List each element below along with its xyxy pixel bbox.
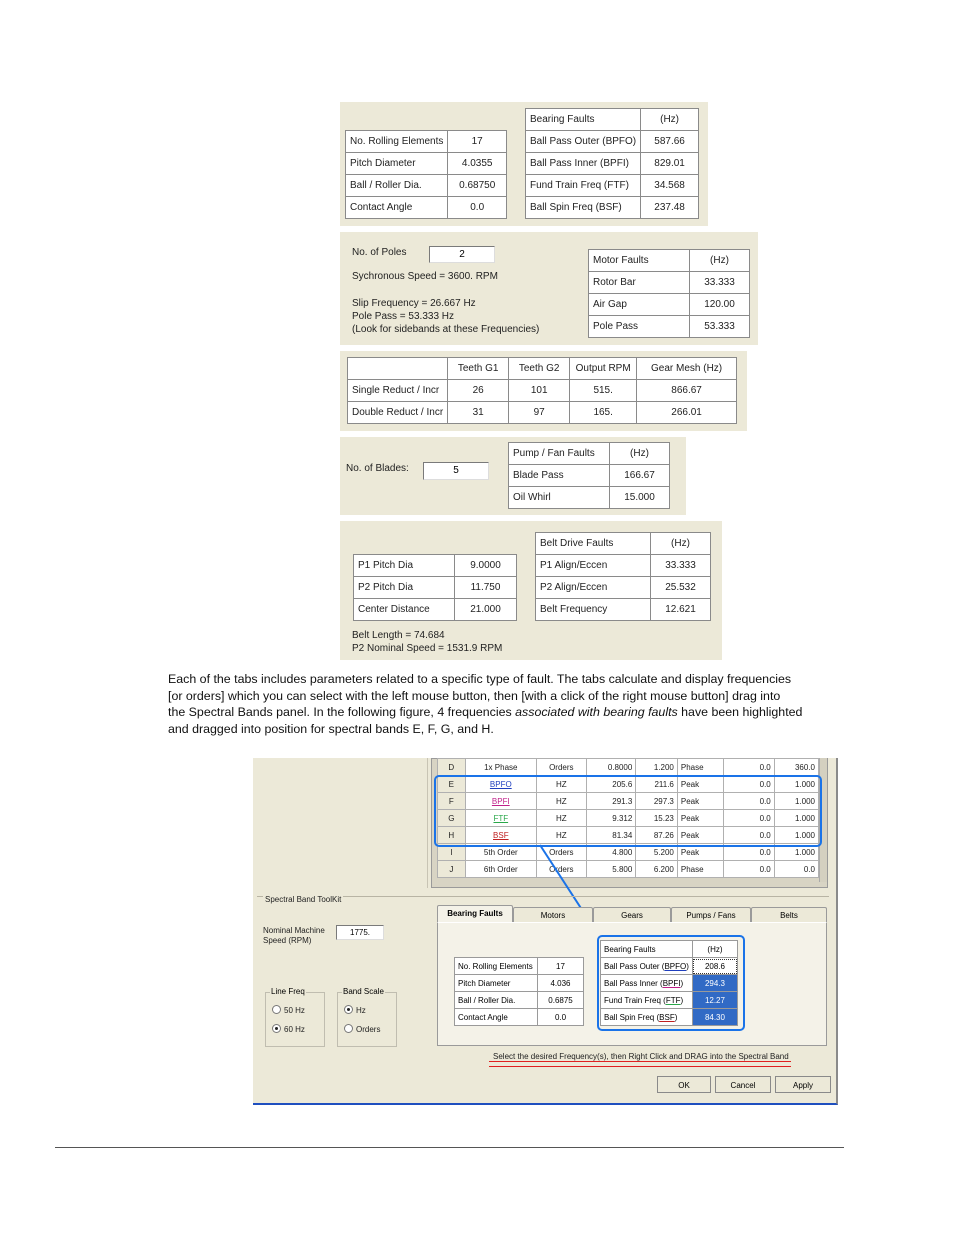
- fault-label-prefix: Ball Pass Inner (: [604, 978, 663, 988]
- band-cell[interactable]: 0.8000: [586, 759, 636, 776]
- gear-row-label: Double Reduct / Incr: [348, 402, 448, 424]
- table-header-row: [526, 109, 699, 131]
- fault-label: P1 Align/Eccen: [536, 555, 651, 577]
- bearing-params-table: [345, 130, 507, 219]
- band-cell[interactable]: Phase: [677, 759, 723, 776]
- slip-frequency-text: Slip Frequency = 26.667 Hz: [352, 298, 476, 309]
- table-row: [346, 153, 507, 175]
- band-cell[interactable]: HZ: [536, 793, 586, 810]
- param-value[interactable]: 4.0355: [448, 153, 507, 175]
- param-value[interactable]: 4.036: [538, 975, 584, 992]
- ok-button[interactable]: OK: [657, 1076, 711, 1093]
- band-cell[interactable]: 5th Order: [465, 844, 536, 861]
- table-row: [354, 555, 517, 577]
- table-row[interactable]: [589, 272, 750, 294]
- param-value[interactable]: 17: [448, 131, 507, 153]
- nominal-speed-label: Speed (RPM): [263, 936, 312, 945]
- param-label: Center Distance: [354, 599, 455, 621]
- instruction-underline: [489, 1061, 791, 1062]
- fault-value[interactable]: 15.000: [610, 487, 670, 509]
- param-label: Ball / Roller Dia.: [346, 175, 448, 197]
- fault-value[interactable]: 34.568: [641, 175, 699, 197]
- unit-header: (Hz): [651, 533, 711, 555]
- gear-header: Output RPM: [570, 358, 637, 380]
- band-id: G: [438, 810, 466, 827]
- band-cell[interactable]: Orders: [536, 759, 586, 776]
- fault-label: Belt Frequency: [536, 599, 651, 621]
- unit-header: (Hz): [610, 443, 670, 465]
- table-row[interactable]: [526, 131, 699, 153]
- radio-label: Orders: [356, 1025, 381, 1034]
- band-cell[interactable]: 5.800: [586, 861, 636, 878]
- fault-label: Pole Pass: [589, 316, 690, 338]
- table-row: [455, 958, 584, 975]
- table-row[interactable]: [589, 294, 750, 316]
- pump-faults-table: [508, 442, 670, 509]
- band-cell[interactable]: 1.000: [774, 810, 818, 827]
- gear-cell[interactable]: 266.01: [637, 402, 737, 424]
- band-cell[interactable]: 0.0: [724, 759, 774, 776]
- paragraph-line: and dragged into position for spectral bands E, F, G, and H.: [168, 721, 494, 736]
- gear-faults-panel: [340, 351, 747, 431]
- band-cell[interactable]: 6th Order: [465, 861, 536, 878]
- unit-header: (Hz): [692, 941, 737, 958]
- param-value[interactable]: 0.6875: [538, 992, 584, 1009]
- faults-header: Pump / Fan Faults: [509, 443, 610, 465]
- fault-label: Rotor Bar: [589, 272, 690, 294]
- pole-pass-text: Pole Pass = 53.333 Hz: [352, 311, 455, 322]
- highlight-faults-box: [597, 935, 745, 1031]
- apply-button[interactable]: Apply: [775, 1076, 831, 1093]
- unit-header: (Hz): [690, 250, 750, 272]
- poles-label: No. of Poles: [352, 247, 407, 258]
- band-id: D: [438, 759, 466, 776]
- table-row[interactable]: [509, 465, 670, 487]
- faults-header: Motor Faults: [589, 250, 690, 272]
- band-cell[interactable]: Orders: [536, 861, 586, 878]
- fault-abbr: BPFI: [662, 978, 681, 988]
- param-value[interactable]: 17: [538, 958, 584, 975]
- param-value[interactable]: 11.750: [455, 577, 517, 599]
- fault-value[interactable]: 166.67: [610, 465, 670, 487]
- table-row[interactable]: [536, 599, 711, 621]
- param-value[interactable]: 21.000: [455, 599, 517, 621]
- table-header-row: [589, 250, 750, 272]
- fault-label: Ball Pass Outer (BPFO): [526, 131, 641, 153]
- bearing-faults-panel: [340, 102, 708, 226]
- band-cell[interactable]: 1.000: [774, 827, 818, 844]
- band-cell[interactable]: 15.23: [636, 810, 678, 827]
- paragraph-line: [or orders] which you can select with the left mouse button, then [with a click of the right mouse button] drag into: [168, 688, 781, 703]
- paragraph-text: have been highlighted: [677, 705, 803, 719]
- band-cell[interactable]: 1.200: [636, 759, 678, 776]
- param-value[interactable]: 0.68750: [448, 175, 507, 197]
- radio-label: 50 Hz: [284, 1006, 305, 1015]
- band-cell[interactable]: 87.26: [636, 827, 678, 844]
- fault-value[interactable]: 237.48: [641, 197, 699, 219]
- table-row[interactable]: [526, 153, 699, 175]
- gear-header: Teeth G1: [448, 358, 509, 380]
- band-cell[interactable]: Peak: [677, 844, 723, 861]
- band-cell[interactable]: 360.0: [774, 759, 818, 776]
- band-cell[interactable]: 0.0: [724, 861, 774, 878]
- fault-label-prefix: Ball Pass Outer (: [604, 961, 665, 971]
- fault-label-suffix: ): [680, 978, 684, 988]
- band-cell[interactable]: BPFI: [465, 793, 536, 810]
- gear-cell: 165.: [570, 402, 637, 424]
- radio-label: 60 Hz: [284, 1025, 305, 1034]
- table-row: [346, 197, 507, 219]
- param-label: Contact Angle: [346, 197, 448, 219]
- belt-length-text: Belt Length = 74.684: [352, 630, 445, 641]
- faults-header: Belt Drive Faults: [536, 533, 651, 555]
- band-scale-title: Band Scale: [343, 987, 384, 996]
- fault-value[interactable]: 12.621: [651, 599, 711, 621]
- fault-value[interactable]: 294.3: [692, 975, 737, 992]
- fault-label: Oil Whirl: [509, 487, 610, 509]
- table-row: [346, 131, 507, 153]
- tab-gears[interactable]: Gears: [593, 907, 671, 923]
- param-label: P2 Pitch Dia: [354, 577, 455, 599]
- table-row: [455, 992, 584, 1009]
- band-cell[interactable]: 5.200: [636, 844, 678, 861]
- fault-abbr: BSF: [659, 1012, 675, 1022]
- param-value[interactable]: 9.0000: [455, 555, 517, 577]
- band-scale-group: [337, 987, 397, 1047]
- p2-speed-text: P2 Nominal Speed = 1531.9 RPM: [352, 643, 503, 654]
- band-cell[interactable]: BSF: [465, 827, 536, 844]
- table-row[interactable]: [536, 555, 711, 577]
- band-cell[interactable]: 0.0: [774, 861, 818, 878]
- radio-selected-icon[interactable]: [344, 1005, 353, 1014]
- fault-label: Air Gap: [589, 294, 690, 316]
- faults-header: Bearing Faults: [601, 941, 693, 958]
- poles-input[interactable]: 2: [429, 246, 495, 263]
- instruction-underline: [489, 1066, 791, 1067]
- band-cell[interactable]: Peak: [677, 810, 723, 827]
- tab-motors[interactable]: Motors: [513, 907, 593, 923]
- fault-abbr: BPFO: [664, 961, 687, 971]
- radio-50hz[interactable]: [272, 1005, 305, 1015]
- belt-params-table: [353, 554, 517, 621]
- fault-value[interactable]: 33.333: [651, 555, 711, 577]
- band-cell[interactable]: 211.6: [636, 776, 678, 793]
- gear-header: Teeth G2: [509, 358, 570, 380]
- fault-value[interactable]: 120.00: [690, 294, 750, 316]
- band-cell[interactable]: 81.34: [586, 827, 636, 844]
- table-header-row: [536, 533, 711, 555]
- gear-cell: 515.: [570, 380, 637, 402]
- paragraph-line: [168, 704, 838, 721]
- tab-belts[interactable]: Belts: [751, 907, 827, 923]
- band-cell[interactable]: HZ: [536, 810, 586, 827]
- param-value[interactable]: 0.0: [538, 1009, 584, 1026]
- toolkit-title: Spectral Band ToolKit: [265, 895, 342, 904]
- table-row[interactable]: [536, 577, 711, 599]
- band-cell[interactable]: 6.200: [636, 861, 678, 878]
- gear-cell[interactable]: 97: [509, 402, 570, 424]
- fault-value[interactable]: 12.27: [692, 992, 737, 1009]
- band-cell[interactable]: HZ: [536, 827, 586, 844]
- band-cell[interactable]: 1x Phase: [465, 759, 536, 776]
- belt-drive-panel: [340, 521, 722, 660]
- band-cell[interactable]: 0.0: [724, 793, 774, 810]
- band-id: F: [438, 793, 466, 810]
- footer-rule: [55, 1147, 844, 1148]
- fault-label-prefix: Ball Spin Freq (: [604, 1012, 660, 1022]
- band-cell[interactable]: Peak: [677, 827, 723, 844]
- gear-cell[interactable]: 31: [448, 402, 509, 424]
- line-freq-title: Line Freq: [271, 987, 305, 996]
- param-label: No. Rolling Elements: [346, 131, 448, 153]
- pump-fan-panel: [340, 437, 686, 515]
- param-label: Ball / Roller Dia.: [455, 992, 538, 1009]
- band-cell[interactable]: 4.800: [586, 844, 636, 861]
- cancel-button[interactable]: Cancel: [715, 1076, 771, 1093]
- band-cell[interactable]: 9.312: [586, 810, 636, 827]
- table-row: [348, 402, 737, 424]
- unit-header: (Hz): [641, 109, 699, 131]
- band-cell[interactable]: 0.0: [724, 844, 774, 861]
- band-cell[interactable]: FTF: [465, 810, 536, 827]
- belt-faults-table: [535, 532, 711, 621]
- fault-label-prefix: Fund Train Freq (: [604, 995, 666, 1005]
- band-cell[interactable]: HZ: [536, 776, 586, 793]
- param-label: Pitch Diameter: [346, 153, 448, 175]
- band-cell[interactable]: 1.000: [774, 793, 818, 810]
- radio-icon[interactable]: [272, 1005, 281, 1014]
- band-cell[interactable]: 1.000: [774, 776, 818, 793]
- param-label: Contact Angle: [455, 1009, 538, 1026]
- table-row: [354, 577, 517, 599]
- nominal-speed-label: Nominal Machine: [263, 926, 325, 935]
- band-id: I: [438, 844, 466, 861]
- sync-speed-text: Sychronous Speed = 3600. RPM: [352, 271, 498, 282]
- band-id: H: [438, 827, 466, 844]
- sidebands-note: (Look for sidebands at these Frequencies): [352, 324, 540, 335]
- table-row[interactable]: [589, 316, 750, 338]
- param-label: P1 Pitch Dia: [354, 555, 455, 577]
- band-cell[interactable]: Orders: [536, 844, 586, 861]
- param-label: No. Rolling Elements: [455, 958, 538, 975]
- band-id: E: [438, 776, 466, 793]
- table-header-row: [509, 443, 670, 465]
- blades-label: No. of Blades:: [346, 463, 409, 474]
- band-cell[interactable]: 205.6: [586, 776, 636, 793]
- band-cell[interactable]: BPFO: [465, 776, 536, 793]
- table-row: [348, 380, 737, 402]
- paragraph-emphasis: associated with bearing faults: [515, 705, 678, 719]
- faults-header: Bearing Faults: [526, 109, 641, 131]
- table-row: [455, 1009, 584, 1026]
- fault-value[interactable]: 208.6: [692, 958, 737, 975]
- table-row: [455, 975, 584, 992]
- table-row[interactable]: [526, 197, 699, 219]
- gear-cell[interactable]: 26: [448, 380, 509, 402]
- fault-value[interactable]: 829.01: [641, 153, 699, 175]
- radio-selected-icon[interactable]: [272, 1024, 281, 1033]
- blades-input[interactable]: 5: [423, 462, 489, 480]
- band-cell[interactable]: 0.0: [724, 810, 774, 827]
- band-cell[interactable]: 297.3: [636, 793, 678, 810]
- line-freq-group: [265, 987, 325, 1047]
- radio-orders[interactable]: [344, 1024, 380, 1034]
- body-paragraph: [168, 671, 838, 737]
- radio-60hz[interactable]: [272, 1024, 305, 1034]
- fault-label-suffix: ): [686, 961, 689, 971]
- param-label: Pitch Diameter: [455, 975, 538, 992]
- band-cell[interactable]: 291.3: [586, 793, 636, 810]
- fault-label-suffix: ): [674, 1012, 678, 1022]
- fault-value[interactable]: 33.333: [690, 272, 750, 294]
- instruction-text: Select the desired Frequency(s), then Right Click and DRAG into the Spectral Band: [493, 1052, 789, 1061]
- gear-row-label: Single Reduct / Incr: [348, 380, 448, 402]
- toolkit-params-table: [454, 957, 584, 1026]
- bearing-faults-table: [525, 108, 699, 219]
- fault-label-suffix: ): [680, 995, 684, 1005]
- radio-hz[interactable]: [344, 1005, 366, 1015]
- nominal-speed-input[interactable]: 1775.: [336, 925, 384, 940]
- gear-cell[interactable]: 101: [509, 380, 570, 402]
- gear-header: Gear Mesh (Hz): [637, 358, 737, 380]
- band-cell[interactable]: Peak: [677, 776, 723, 793]
- fault-value[interactable]: 53.333: [690, 316, 750, 338]
- table-row[interactable]: [526, 175, 699, 197]
- gear-header: [348, 358, 448, 380]
- param-value[interactable]: 0.0: [448, 197, 507, 219]
- gear-cell[interactable]: 866.67: [637, 380, 737, 402]
- fault-label: P2 Align/Eccen: [536, 577, 651, 599]
- motor-faults-table: [588, 249, 750, 338]
- band-cell[interactable]: Phase: [677, 861, 723, 878]
- tab-bearing-faults[interactable]: Bearing Faults: [437, 905, 513, 923]
- paragraph-text: the Spectral Bands panel. In the following figure, 4 frequencies: [168, 705, 516, 719]
- table-row: [346, 175, 507, 197]
- fault-abbr: FTF: [665, 995, 681, 1005]
- fault-label: Fund Train Freq (FTF): [526, 175, 641, 197]
- band-cell[interactable]: 1.000: [774, 844, 818, 861]
- fault-value[interactable]: 587.66: [641, 131, 699, 153]
- fault-value[interactable]: 25.532: [651, 577, 711, 599]
- spectral-band-dialog: [253, 758, 838, 1105]
- fault-label: Ball Spin Freq (BSF): [526, 197, 641, 219]
- tab-pumps-fans[interactable]: Pumps / Fans: [671, 907, 751, 923]
- radio-icon[interactable]: [344, 1024, 353, 1033]
- table-row[interactable]: [509, 487, 670, 509]
- band-id: J: [438, 861, 466, 878]
- band-cell[interactable]: 0.0: [724, 776, 774, 793]
- table-header-row: [348, 358, 737, 380]
- gear-table: [347, 357, 737, 424]
- fault-value[interactable]: 84.30: [692, 1009, 737, 1026]
- paragraph-line: Each of the tabs includes parameters related to a specific type of fault. The tabs calculate and display frequencies: [168, 672, 792, 686]
- radio-label: Hz: [356, 1006, 366, 1015]
- fault-label: Blade Pass: [509, 465, 610, 487]
- table-row: [354, 599, 517, 621]
- band-cell[interactable]: 0.0: [724, 827, 774, 844]
- band-cell[interactable]: Peak: [677, 793, 723, 810]
- fault-label: Ball Pass Inner (BPFI): [526, 153, 641, 175]
- motor-faults-panel: [340, 232, 758, 345]
